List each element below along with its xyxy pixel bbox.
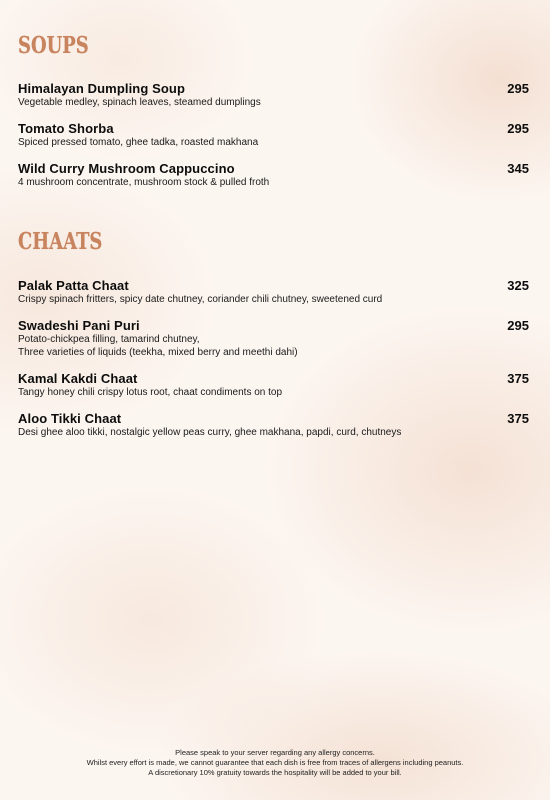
allergy-notice xyxy=(0,748,550,778)
menu-item-price: 295 xyxy=(507,121,529,136)
gratuity-notice-line: A discretionary 10% gratuity towards the hospitality will be added to your bill. xyxy=(148,768,402,777)
menu-item-name: Himalayan Dumpling Soup xyxy=(18,81,185,96)
menu-item-name: Aloo Tikki Chaat xyxy=(18,411,122,426)
menu-item xyxy=(18,278,529,307)
menu-item xyxy=(18,371,529,400)
menu-item-name: Swadeshi Pani Puri xyxy=(18,318,140,333)
menu-item xyxy=(18,121,529,150)
menu-item-description: Crispy spinach fritters, spicy date chutney, coriander chili chutney, sweetened curd xyxy=(18,294,383,305)
menu-item-description: Tangy honey chili crispy lotus root, chaat condiments on top xyxy=(18,387,283,398)
allergy-notice-line: Please speak to your server regarding any allergy concerns. xyxy=(175,748,375,757)
menu-item-name: Kamal Kakdi Chaat xyxy=(18,371,138,386)
menu-item-name: Palak Patta Chaat xyxy=(18,278,129,293)
menu-item-description: Potato-chickpea filling, tamarind chutney, xyxy=(18,334,200,345)
menu-item-name: Tomato Shorba xyxy=(18,121,114,136)
section-title-chaats: CHAATS xyxy=(18,228,103,255)
menu-item xyxy=(18,411,529,440)
section-title-soups: SOUPS xyxy=(18,32,89,59)
menu-item-price: 375 xyxy=(507,371,529,386)
menu-item-description-line2: Three varieties of liquids (teekha, mixed berry and meethi dahi) xyxy=(18,346,298,358)
menu-item-price: 375 xyxy=(507,411,529,426)
menu-item xyxy=(18,161,529,190)
menu-item-description: 4 mushroom concentrate, mushroom stock & pulled froth xyxy=(18,177,270,188)
menu-item-name: Wild Curry Mushroom Cappuccino xyxy=(18,161,235,176)
menu-item-price: 345 xyxy=(507,161,529,176)
menu-item-price: 295 xyxy=(507,81,529,96)
menu-item-description: Desi ghee aloo tikki, nostalgic yellow peas curry, ghee makhana, papdi, curd, chutneys xyxy=(18,427,402,438)
menu-item xyxy=(18,318,529,359)
menu-item-price: 325 xyxy=(507,278,529,293)
menu-item xyxy=(18,81,529,110)
allergy-disclaimer-line: Whilst every effort is made, we cannot guarantee that each dish is free from traces of allergens including peanuts. xyxy=(86,758,464,767)
menu-item-description: Vegetable medley, spinach leaves, steamed dumplings xyxy=(18,97,261,108)
menu-item-description: Spiced pressed tomato, ghee tadka, roasted makhana xyxy=(18,137,259,148)
menu-item-price: 295 xyxy=(507,318,529,333)
